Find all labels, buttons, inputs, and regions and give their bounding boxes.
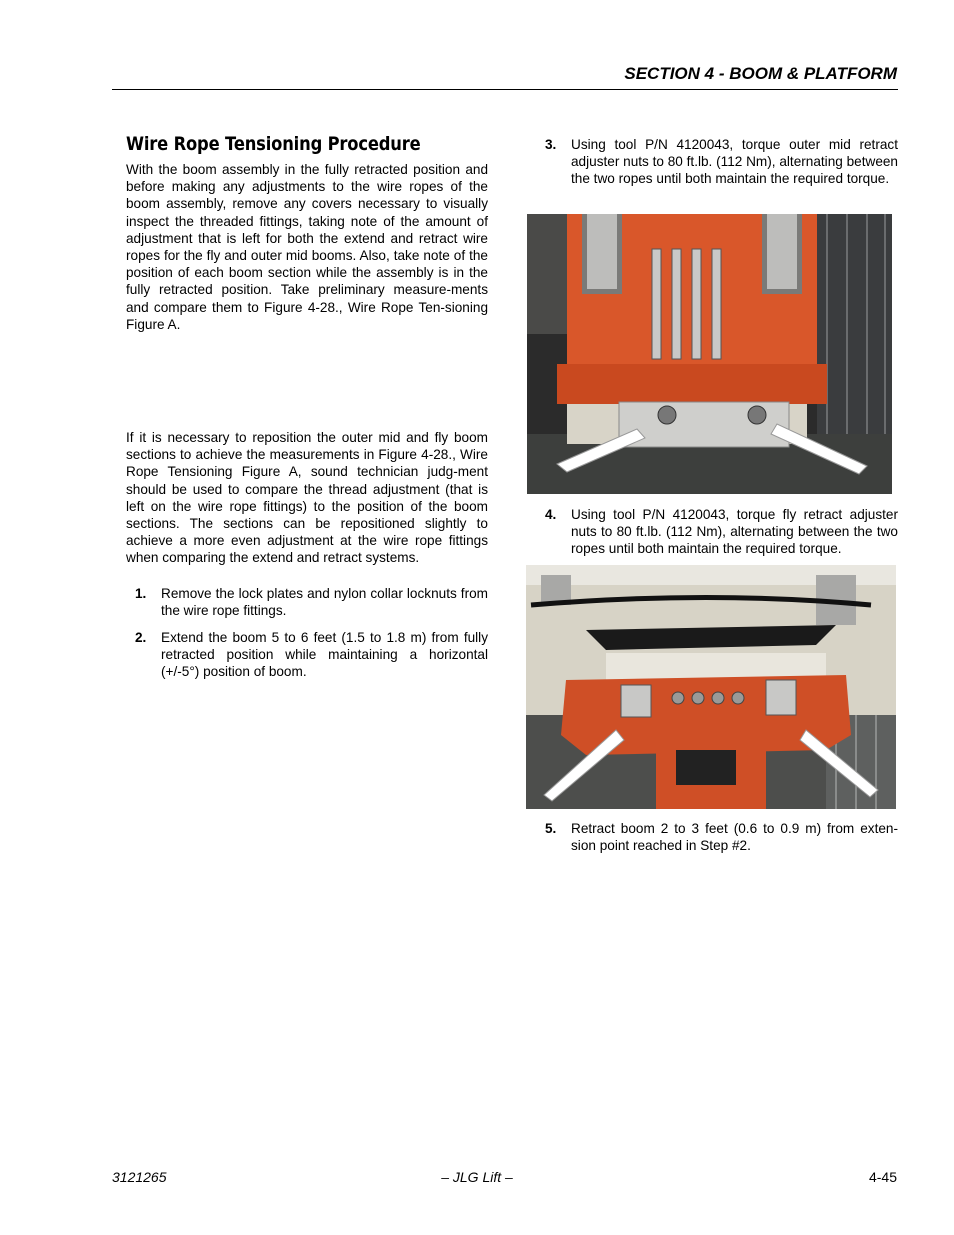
section-heading: Wire Rope Tensioning Procedure: [126, 133, 421, 155]
footer-doc-number: 3121265: [112, 1169, 167, 1185]
step-text: Using tool P/N 4120043, torque outer mid retract adjuster nuts to 80 ft.lb. (112 Nm), alternating between the two ropes until both maintain the required torque.: [571, 137, 898, 187]
step-3: [545, 136, 898, 188]
step-text: Retract boom 2 to 3 feet (0.6 to 0.9 m) from exten-sion point reached in Step #2.: [571, 821, 898, 854]
step-2: [135, 629, 488, 681]
photo-fly-retract-adjusters: [526, 565, 896, 809]
section-header: SECTION 4 - BOOM & PLATFORM: [624, 64, 897, 83]
header-rule: [112, 89, 898, 90]
intro-paragraph: With the boom assembly in the fully retracted position and before making any adjustments to the wire ropes of the boom assembly, remove any covers necessary to visually inspect the threaded fittings, taking note of the amount of adjustment that is left for both the extend and retract wire ropes for the fly and outer mid booms. Also, take note of the position of each boom section while the assembly is in the fully retracted position. Take preliminary measure-ments and compare them to Figure 4-28., Wire Rope Ten-sioning Figure A.: [126, 162, 488, 332]
step-number: 2.: [135, 630, 147, 645]
step-number: 3.: [545, 137, 557, 152]
step-4: [545, 506, 898, 558]
step-number: 4.: [545, 507, 557, 522]
footer-page-number: 4-45: [868, 1169, 897, 1185]
step-text: Using tool P/N 4120043, torque fly retract adjuster nuts to 80 ft.lb. (112 Nm), alternating between the two ropes until both maintain the required torque.: [571, 507, 898, 557]
step-number: 1.: [135, 586, 147, 601]
step-5: [545, 820, 898, 854]
photo-outer-mid-retract-adjusters: [527, 214, 892, 494]
step-number: 5.: [545, 821, 557, 836]
step-text: Remove the lock plates and nylon collar locknuts from the wire rope fittings.: [161, 586, 488, 619]
reposition-paragraph: If it is necessary to reposition the outer mid and fly boom sections to achieve the measurements in Figure 4-28., Wire Rope Tensioning Figure A, sound technician judg-ment should be used to compare the thread adjustment (that is left on the wire rope fittings) to the position of the boom sections. The sections can be repositioned slightly to achieve a more even adjustment at the wire rope fittings when comparing the extend and retract systems.: [126, 430, 488, 566]
footer-publisher: – JLG Lift –: [441, 1169, 513, 1185]
step-text: Extend the boom 5 to 6 feet (1.5 to 1.8 m) from fully retracted position while maintaining a horizontal (+/-5°) position of boom.: [161, 630, 488, 680]
step-1: [135, 585, 488, 619]
